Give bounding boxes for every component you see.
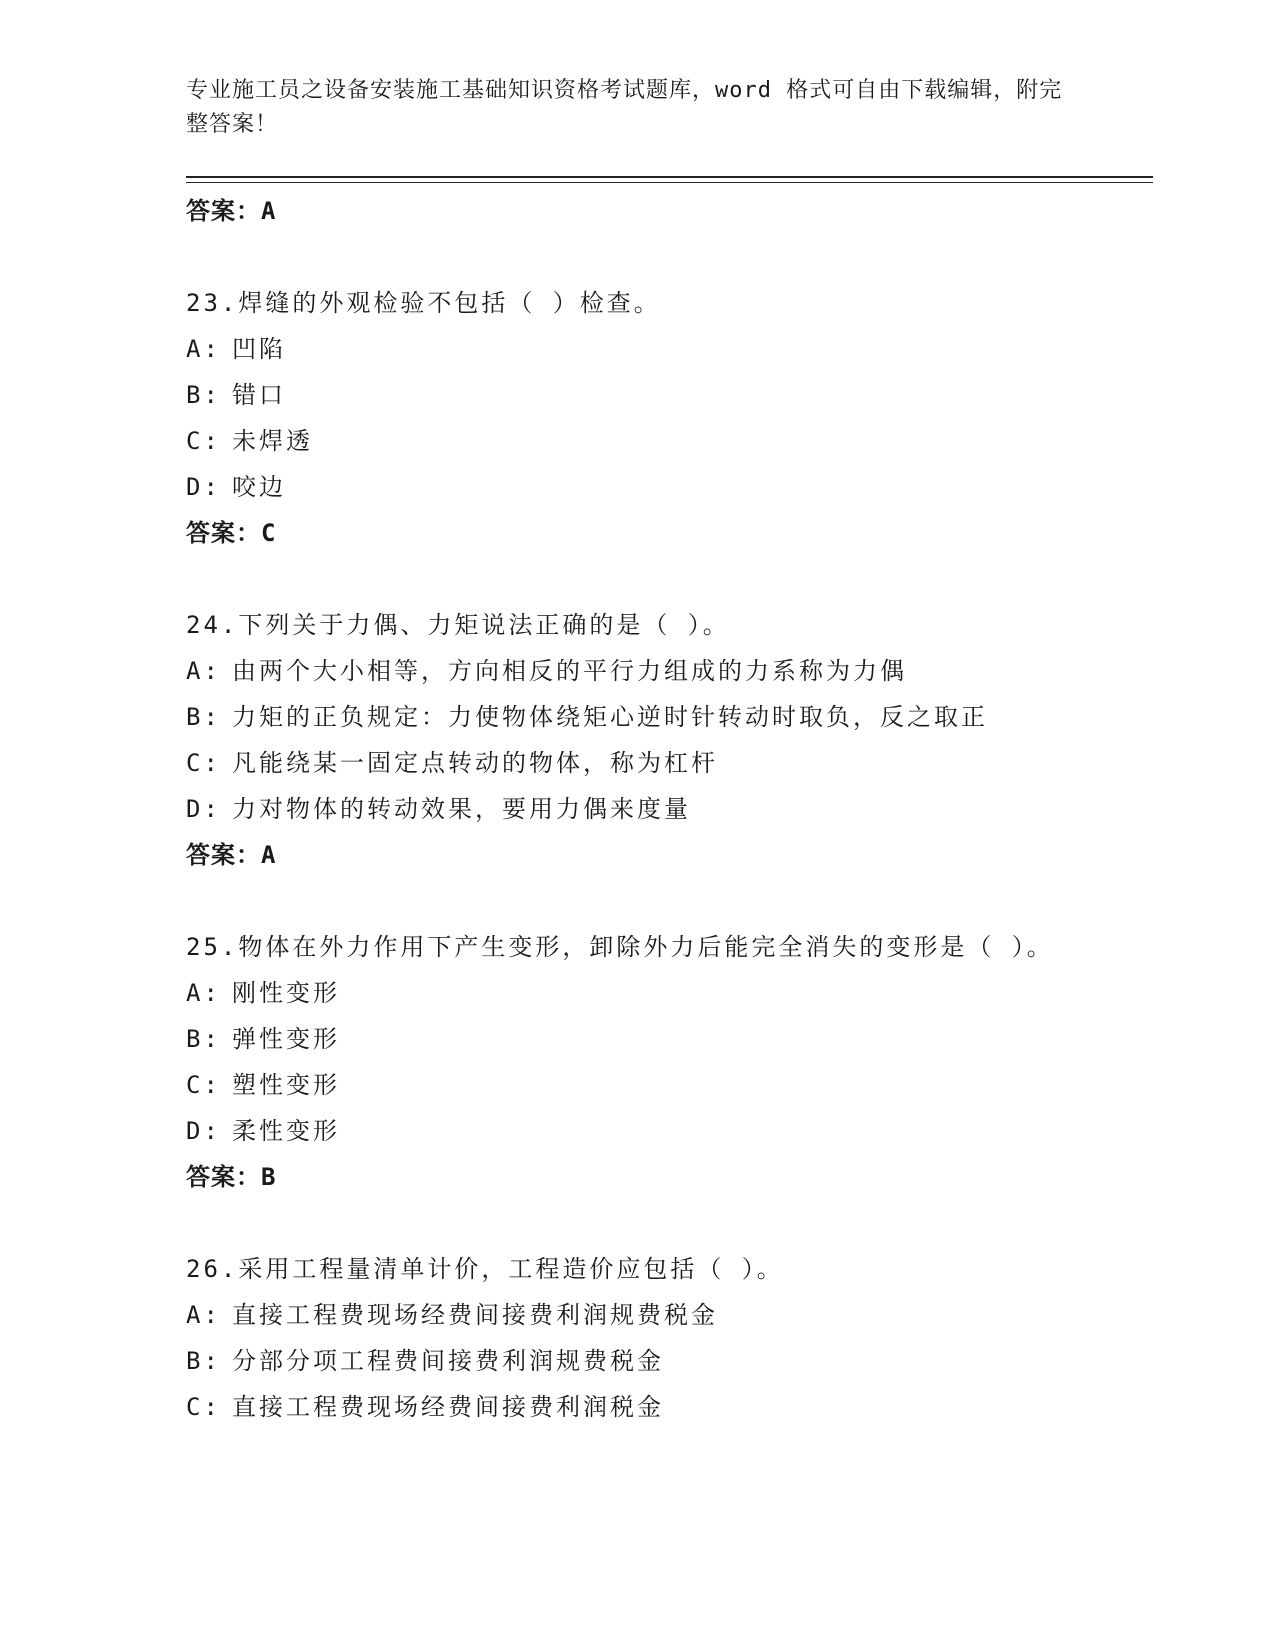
previous-answer: 答案：A (186, 197, 277, 225)
option-label: C: (186, 1393, 221, 1421)
option-label: D: (186, 473, 221, 501)
option-text: 未焊透 (232, 427, 313, 455)
option-label: B: (186, 1347, 221, 1375)
option-label: C: (186, 427, 221, 455)
option-b (186, 694, 1066, 740)
option-label: C: (186, 1071, 221, 1099)
option-text: 直接工程费现场经费间接费利润规费税金 (232, 1301, 718, 1329)
option-label: B: (186, 381, 221, 409)
option-text: 弹性变形 (232, 1025, 340, 1053)
option-c (186, 418, 1066, 464)
option-text: 柔性变形 (232, 1117, 340, 1145)
question-25 (186, 924, 1066, 1200)
question-24 (186, 602, 1066, 878)
option-label: A: (186, 979, 221, 1007)
option-text: 由两个大小相等，方向相反的平行力组成的力系称为力偶 (232, 657, 907, 685)
header-divider-thick (186, 176, 1153, 178)
option-text: 直接工程费现场经费间接费利润税金 (232, 1393, 664, 1421)
question-stem: 26.采用工程量清单计价，工程造价应包括（ ）。 (186, 1255, 784, 1283)
option-c (186, 740, 1066, 786)
option-a (186, 970, 1066, 1016)
option-label: B: (186, 1025, 221, 1053)
option-label: A: (186, 1301, 221, 1329)
answer: 答案：B (186, 1163, 277, 1191)
question-list (186, 188, 1066, 1430)
question-stem: 23.焊缝的外观检验不包括（ ）检查。 (186, 289, 661, 317)
option-d (186, 786, 1066, 832)
option-label: A: (186, 335, 221, 363)
option-text: 咬边 (232, 473, 286, 501)
answer: 答案：A (186, 841, 277, 869)
option-b (186, 1016, 1066, 1062)
option-c (186, 1062, 1066, 1108)
option-text: 刚性变形 (232, 979, 340, 1007)
option-label: D: (186, 1117, 221, 1145)
option-d (186, 1108, 1066, 1154)
option-label: A: (186, 657, 221, 685)
option-text: 凡能绕某一固定点转动的物体，称为杠杆 (232, 749, 718, 777)
option-c (186, 1384, 1066, 1430)
question-23 (186, 280, 1066, 556)
option-a (186, 648, 1066, 694)
option-text: 塑性变形 (232, 1071, 340, 1099)
option-text: 凹陷 (232, 335, 286, 363)
question-26 (186, 1246, 1066, 1430)
option-text: 力对物体的转动效果，要用力偶来度量 (232, 795, 691, 823)
header-divider-thin (186, 182, 1153, 183)
option-text: 力矩的正负规定：力使物体绕矩心逆时针转动时取负，反之取正 (232, 703, 988, 731)
answer: 答案：C (186, 519, 277, 547)
option-label: C: (186, 749, 221, 777)
question-stem: 25.物体在外力作用下产生变形，卸除外力后能完全消失的变形是（ ）。 (186, 933, 1054, 961)
option-label: D: (186, 795, 221, 823)
option-label: B: (186, 703, 221, 731)
option-text: 错口 (232, 381, 286, 409)
option-text: 分部分项工程费间接费利润规费税金 (232, 1347, 664, 1375)
option-a (186, 1292, 1066, 1338)
question-stem: 24.下列关于力偶、力矩说法正确的是（ ）。 (186, 611, 730, 639)
option-b (186, 1338, 1066, 1384)
option-b (186, 372, 1066, 418)
option-a (186, 326, 1066, 372)
document-header: 专业施工员之设备安装施工基础知识资格考试题库，word 格式可自由下载编辑，附完整答案！ (186, 78, 1063, 137)
option-d (186, 464, 1066, 510)
